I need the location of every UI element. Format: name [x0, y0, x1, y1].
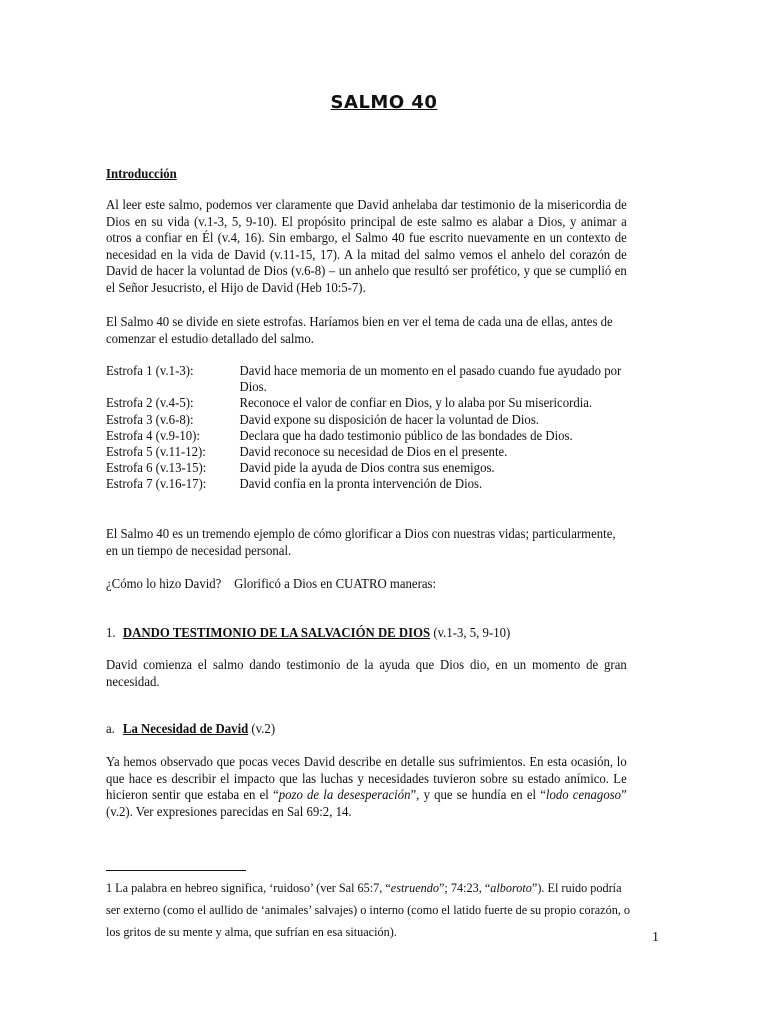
intro-heading: Introducción	[106, 166, 177, 181]
footnote	[106, 877, 632, 943]
subsection-letter: a.	[106, 721, 115, 736]
section-number: 1.	[106, 625, 116, 640]
estrofa-text: David confía en la pronta intervención de Dios.	[239, 476, 483, 492]
text-run: ”). El ruido podría ser externo (como el aullido de ‘animales’ salvajes) o interno (como el latido fuerte de su propio corazón, o los gritos de su mente y alma, que sufrían en esa situación).	[106, 880, 631, 939]
estrofa-row	[106, 395, 632, 411]
estrofa-label: Estrofa 1 (v.1-3):	[106, 363, 194, 378]
page-title: SALMO 40	[330, 92, 438, 113]
estrofa-row	[106, 444, 632, 460]
text-run: ”; 74:23, “	[439, 880, 491, 895]
divide-paragraph: El Salmo 40 se divide en siete estrofas. Haríamos bien en ver el tema de cada una de ellas, antes de comenzar el estudio detallado del salmo.	[106, 314, 613, 346]
intro-heading-block	[106, 166, 627, 183]
estrofa-row	[106, 428, 632, 444]
estrofa-text: David expone su disposición de hacer la voluntad de Dios.	[239, 411, 539, 427]
ejemplo-paragraph: El Salmo 40 es un tremendo ejemplo de cómo glorificar a Dios con nuestras vidas; particularmente, en un tiempo de necesidad personal.	[106, 526, 616, 558]
italic-text: lodo cenagoso	[545, 787, 622, 802]
text-run: Ya hemos observado que pocas veces David describe en detalle sus sufrimientos. En esta ocasión, lo que hace es describir el impacto que las luchas y necesidades tuvieron sobre su estado anímico. Le hicieron sentir que estaba en el “	[106, 754, 627, 802]
intro-paragraph: Al leer este salmo, podemos ver claramente que David anhelaba dar testimonio de la misericordia de Dios en su vida (v.1-3, 5, 9-10). El propósito principal de este salmo es alabar a Dios, y animar a otros a confiar en Él (v.4, 16). Sin embargo, el Salmo 40 fue escrito nuevamente en un contexto de necesidad en la vida de David (v.11-15, 17). A la mitad del salmo vemos el anhelo del corazón de David de hacer la voluntad de Dios (v.6-8) – un anhelo que resultó ser profético, y que se cumplió en el Señor Jesucristo, el Hijo de David (Heb 10:5-7).	[106, 197, 627, 295]
subsection-a-paragraph	[106, 754, 627, 820]
estrofa-label: Estrofa 4 (v.9-10):	[106, 427, 200, 443]
estrofa-text: David pide la ayuda de Dios contra sus enemigos.	[239, 460, 495, 476]
footnote-separator	[106, 870, 246, 871]
estrofa-text: David reconoce su necesidad de Dios en el presente.	[239, 444, 508, 460]
como-line: ¿Cómo lo hizo David? Glorificó a Dios en CUATRO maneras:	[106, 576, 437, 591]
text-run: ”, y que se hundía en el “	[410, 787, 546, 802]
estrofa-label: Estrofa 7 (v.16-17):	[106, 476, 207, 492]
section-title: DANDO TESTIMONIO DE LA SALVACIÓN DE DIOS	[122, 625, 431, 640]
section-ref: (v.1-3, 5, 9-10)	[430, 625, 511, 640]
estrofa-label: Estrofa 5 (v.11-12):	[106, 444, 206, 460]
section-1-heading	[106, 625, 510, 641]
estrofa-row	[106, 412, 632, 428]
estrofa-text: Declara que ha dado testimonio público de las bondades de Dios.	[239, 427, 573, 443]
estrofa-row	[106, 363, 632, 395]
text-run: ” (v.2). Ver expresiones parecidas en Sal 69:2, 14.	[106, 787, 627, 819]
estrofa-row	[106, 476, 632, 492]
estrofa-row	[106, 460, 632, 476]
estrofa-text: Reconoce el valor de confiar en Dios, y lo alaba por Su misericordia.	[239, 395, 593, 411]
text-run: La palabra en hebreo significa, ‘ruidoso’ (ver Sal 65:7, “	[112, 880, 391, 895]
subsection-ref: (v.2)	[248, 721, 276, 736]
section-1-paragraph: David comienza el salmo dando testimonio de la ayuda que Dios dio, en un momento de gran necesidad.	[106, 657, 627, 689]
estrofa-label: Estrofa 2 (v.4-5):	[106, 395, 194, 411]
estrofa-label: Estrofa 3 (v.6-8):	[106, 411, 194, 427]
italic-text: estruendo	[390, 880, 440, 895]
italic-text: pozo de la desesperación	[278, 787, 411, 802]
estrofa-label: Estrofa 6 (v.13-15):	[106, 460, 207, 476]
italic-text: alboroto	[490, 880, 532, 895]
estrofa-text: David hace memoria de un momento en el pasado cuando fue ayudado por Dios.	[239, 363, 622, 395]
subsection-title: La Necesidad de David	[122, 721, 249, 736]
page-number: 1	[652, 930, 659, 945]
footnote-marker: 1	[106, 880, 113, 895]
subsection-a-heading	[106, 721, 275, 737]
estrofas-list	[106, 363, 632, 493]
